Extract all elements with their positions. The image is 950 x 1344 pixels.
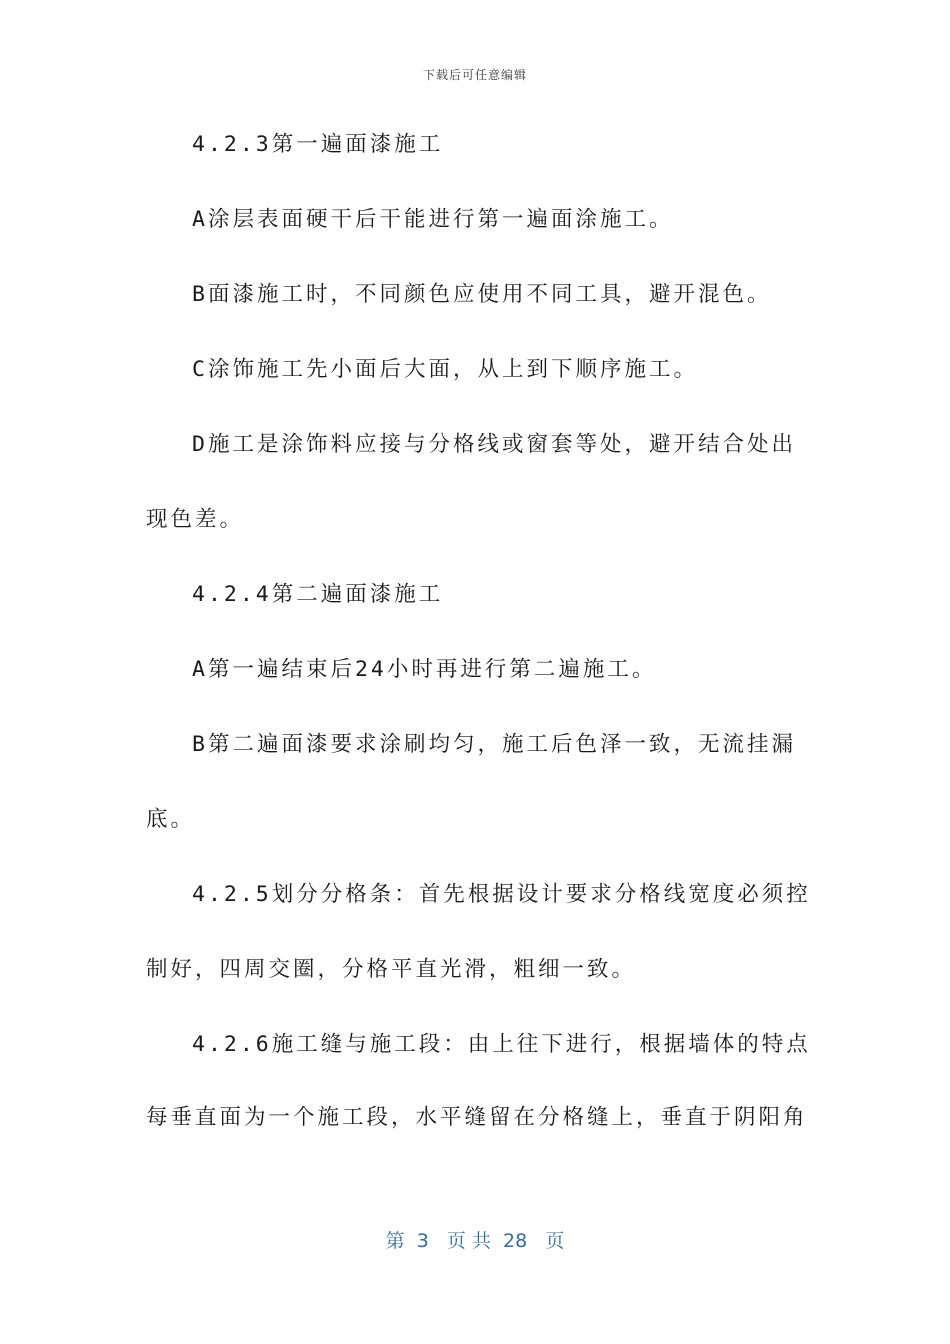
paragraph-line: 4.2.5划分分格条：首先根据设计要求分格线宽度必须控 [192, 882, 811, 907]
paragraph-line: 每垂直面为一个施工段，水平缝留在分格缝上，垂直于阴阳角 [146, 1105, 808, 1130]
page-number-footer: 第 3 页 共 28 页 [385, 1230, 565, 1252]
paragraph-line: A涂层表面硬干后干能进行第一遍面涂施工。 [192, 207, 674, 232]
paragraph-line: B第二遍面漆要求涂刷均匀，施工后色泽一致，无流挂漏 [192, 732, 796, 757]
paragraph-line: 制好，四周交圈，分格平直光滑，粗细一致。 [146, 957, 637, 982]
paragraph-line: B面漆施工时，不同颜色应使用不同工具，避开混色。 [192, 282, 772, 307]
paragraph-line: D施工是涂饰料应接与分格线或窗套等处，避开结合处出 [192, 432, 796, 457]
section-heading-4-2-3: 4.2.3第一遍面漆施工 [192, 132, 444, 157]
paragraph-line: 4.2.6施工缝与施工段：由上往下进行，根据墙体的特点 [192, 1032, 811, 1057]
paragraph-line: A第一遍结束后24小时再进行第二遍施工。 [192, 657, 657, 682]
paragraph-line: 底。 [146, 807, 196, 832]
page-header: 下载后可任意编辑 [422, 68, 527, 82]
paragraph-line: C涂饰施工先小面后大面，从上到下顺序施工。 [192, 357, 698, 382]
paragraph-line: 现色差。 [146, 507, 245, 532]
section-heading-4-2-4: 4.2.4第二遍面漆施工 [192, 582, 444, 607]
